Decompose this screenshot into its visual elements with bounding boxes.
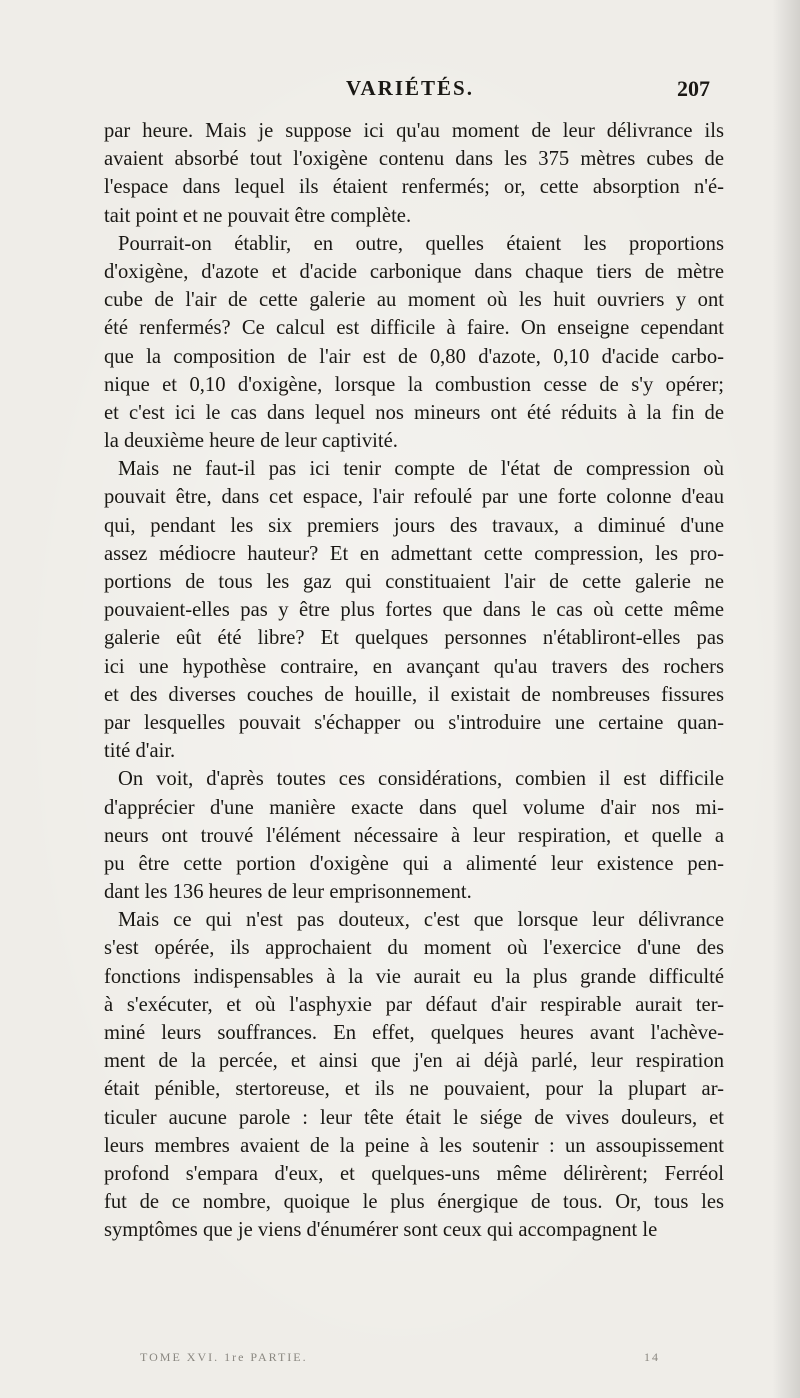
text-line: avaient absorbé tout l'oxigène contenu dans les 375 mètres cubes de — [104, 148, 724, 171]
text-line: pu être cette portion d'oxigène qui a alimenté leur existence pen- — [104, 852, 724, 875]
text-line: miné leurs souffrances. En effet, quelques heures avant l'achève- — [104, 1022, 724, 1044]
text-line: et des diverses couches de houille, il existait de nombreuses fissures — [104, 683, 724, 706]
text-line: Mais ce qui n'est pas douteux, c'est que lorsque leur délivrance — [118, 909, 724, 932]
text-line: dant les 136 heures de leur emprisonnement. — [104, 881, 472, 904]
text-line: galerie eût été libre? Et quelques personnes n'établiront-elles pas — [104, 627, 724, 650]
text-line: ment de la percée, et ainsi que j'en ai déjà parlé, leur respiration — [104, 1050, 724, 1073]
text-line: On voit, d'après toutes ces considérations, combien il est difficile — [118, 768, 724, 791]
paragraph-list — [104, 117, 724, 1245]
text-line: assez médiocre hauteur? Et en admettant cette compression, les pro- — [104, 542, 724, 565]
text-line: pouvaient-elles pas y être plus fortes que dans le cas où cette même — [104, 599, 724, 622]
text-line: tait point et ne pouvait être complète. — [104, 204, 412, 227]
text-line: nique et 0,10 d'oxigène, lorsque la combustion cesse de s'y opérer; — [104, 373, 724, 396]
text-line: la deuxième heure de leur captivité. — [104, 430, 398, 453]
text-line: s'est opérée, ils approchaient du moment où l'exercice d'une des — [104, 937, 724, 960]
text-line: fonctions indispensables à la vie aurait eu la plus grande difficulté — [104, 965, 724, 988]
paragraph — [104, 230, 724, 456]
text-line: ici une hypothèse contraire, en avançant qu'au travers des rochers — [104, 655, 724, 678]
text-line: symptômes que je viens d'énumérer sont ceux qui accompagnent le — [104, 1219, 658, 1242]
printer-signature: TOME XVI. 1re PARTIE. — [140, 1350, 308, 1364]
page-footer — [140, 1350, 660, 1370]
text-line: d'oxigène, d'azote et d'acide carbonique dans chaque tiers de mètre — [104, 260, 724, 283]
page-header — [110, 76, 710, 108]
text-line: profond s'empara d'eux, et quelques-uns même délirèrent; Ferréol — [104, 1162, 724, 1185]
paragraph — [104, 117, 724, 230]
running-head: VARIÉTÉS. — [346, 76, 474, 100]
text-line: ticuler aucune parole : leur tête était le siége de vives douleurs, et — [104, 1106, 724, 1129]
text-line: était pénible, stertoreuse, et ils ne pouvaient, pour la plupart ar- — [104, 1078, 724, 1101]
text-line: portions de tous les gaz qui constituaient l'air de cette galerie ne — [104, 571, 724, 593]
text-line: par lesquelles pouvait s'échapper ou s'introduire une certaine quan- — [104, 711, 724, 734]
printer-signature-number: 14 — [644, 1350, 660, 1364]
paragraph — [104, 765, 724, 906]
text-line: leurs membres avaient de la peine à les soutenir : un assoupissement — [104, 1134, 724, 1157]
page-number: 207 — [677, 76, 710, 101]
text-line: à s'exécuter, et où l'asphyxie par défaut d'air respirable aurait ter- — [104, 993, 724, 1016]
text-line: par heure. Mais je suppose ici qu'au moment de leur délivrance ils — [104, 120, 724, 142]
text-line: cube de l'air de cette galerie au moment où les huit ouvriers y ont — [104, 289, 724, 312]
text-line: été renfermés? Ce calcul est difficile à faire. On enseigne cependant — [104, 317, 724, 340]
paragraph — [104, 906, 724, 1244]
text-line: neurs ont trouvé l'élément nécessaire à leur respiration, et quelle a — [104, 824, 724, 847]
text-line: fut de ce nombre, quoique le plus énergique de tous. Or, tous les — [104, 1191, 724, 1214]
text-line: l'espace dans lequel ils étaient renfermés; or, cette absorption n'é- — [104, 176, 724, 199]
page-edge-shadow — [772, 0, 800, 1398]
text-line: tité d'air. — [104, 740, 176, 763]
text-line: que la composition de l'air est de 0,80 d'azote, 0,10 d'acide carbo- — [104, 345, 724, 368]
text-line: et c'est ici le cas dans lequel nos mineurs ont été réduits à la fin de — [104, 401, 724, 424]
text-line: Mais ne faut-il pas ici tenir compte de l'état de compression où — [118, 458, 724, 481]
paragraph — [104, 455, 724, 765]
body-text — [104, 117, 724, 1245]
text-line: qui, pendant les six premiers jours des travaux, a diminué d'une — [104, 514, 724, 537]
text-line: d'apprécier d'une manière exacte dans quel volume d'air nos mi- — [104, 796, 724, 819]
text-line: Pourrait-on établir, en outre, quelles étaient les proportions — [118, 232, 724, 255]
text-line: pouvait être, dans cet espace, l'air refoulé par une forte colonne d'eau — [104, 486, 724, 509]
